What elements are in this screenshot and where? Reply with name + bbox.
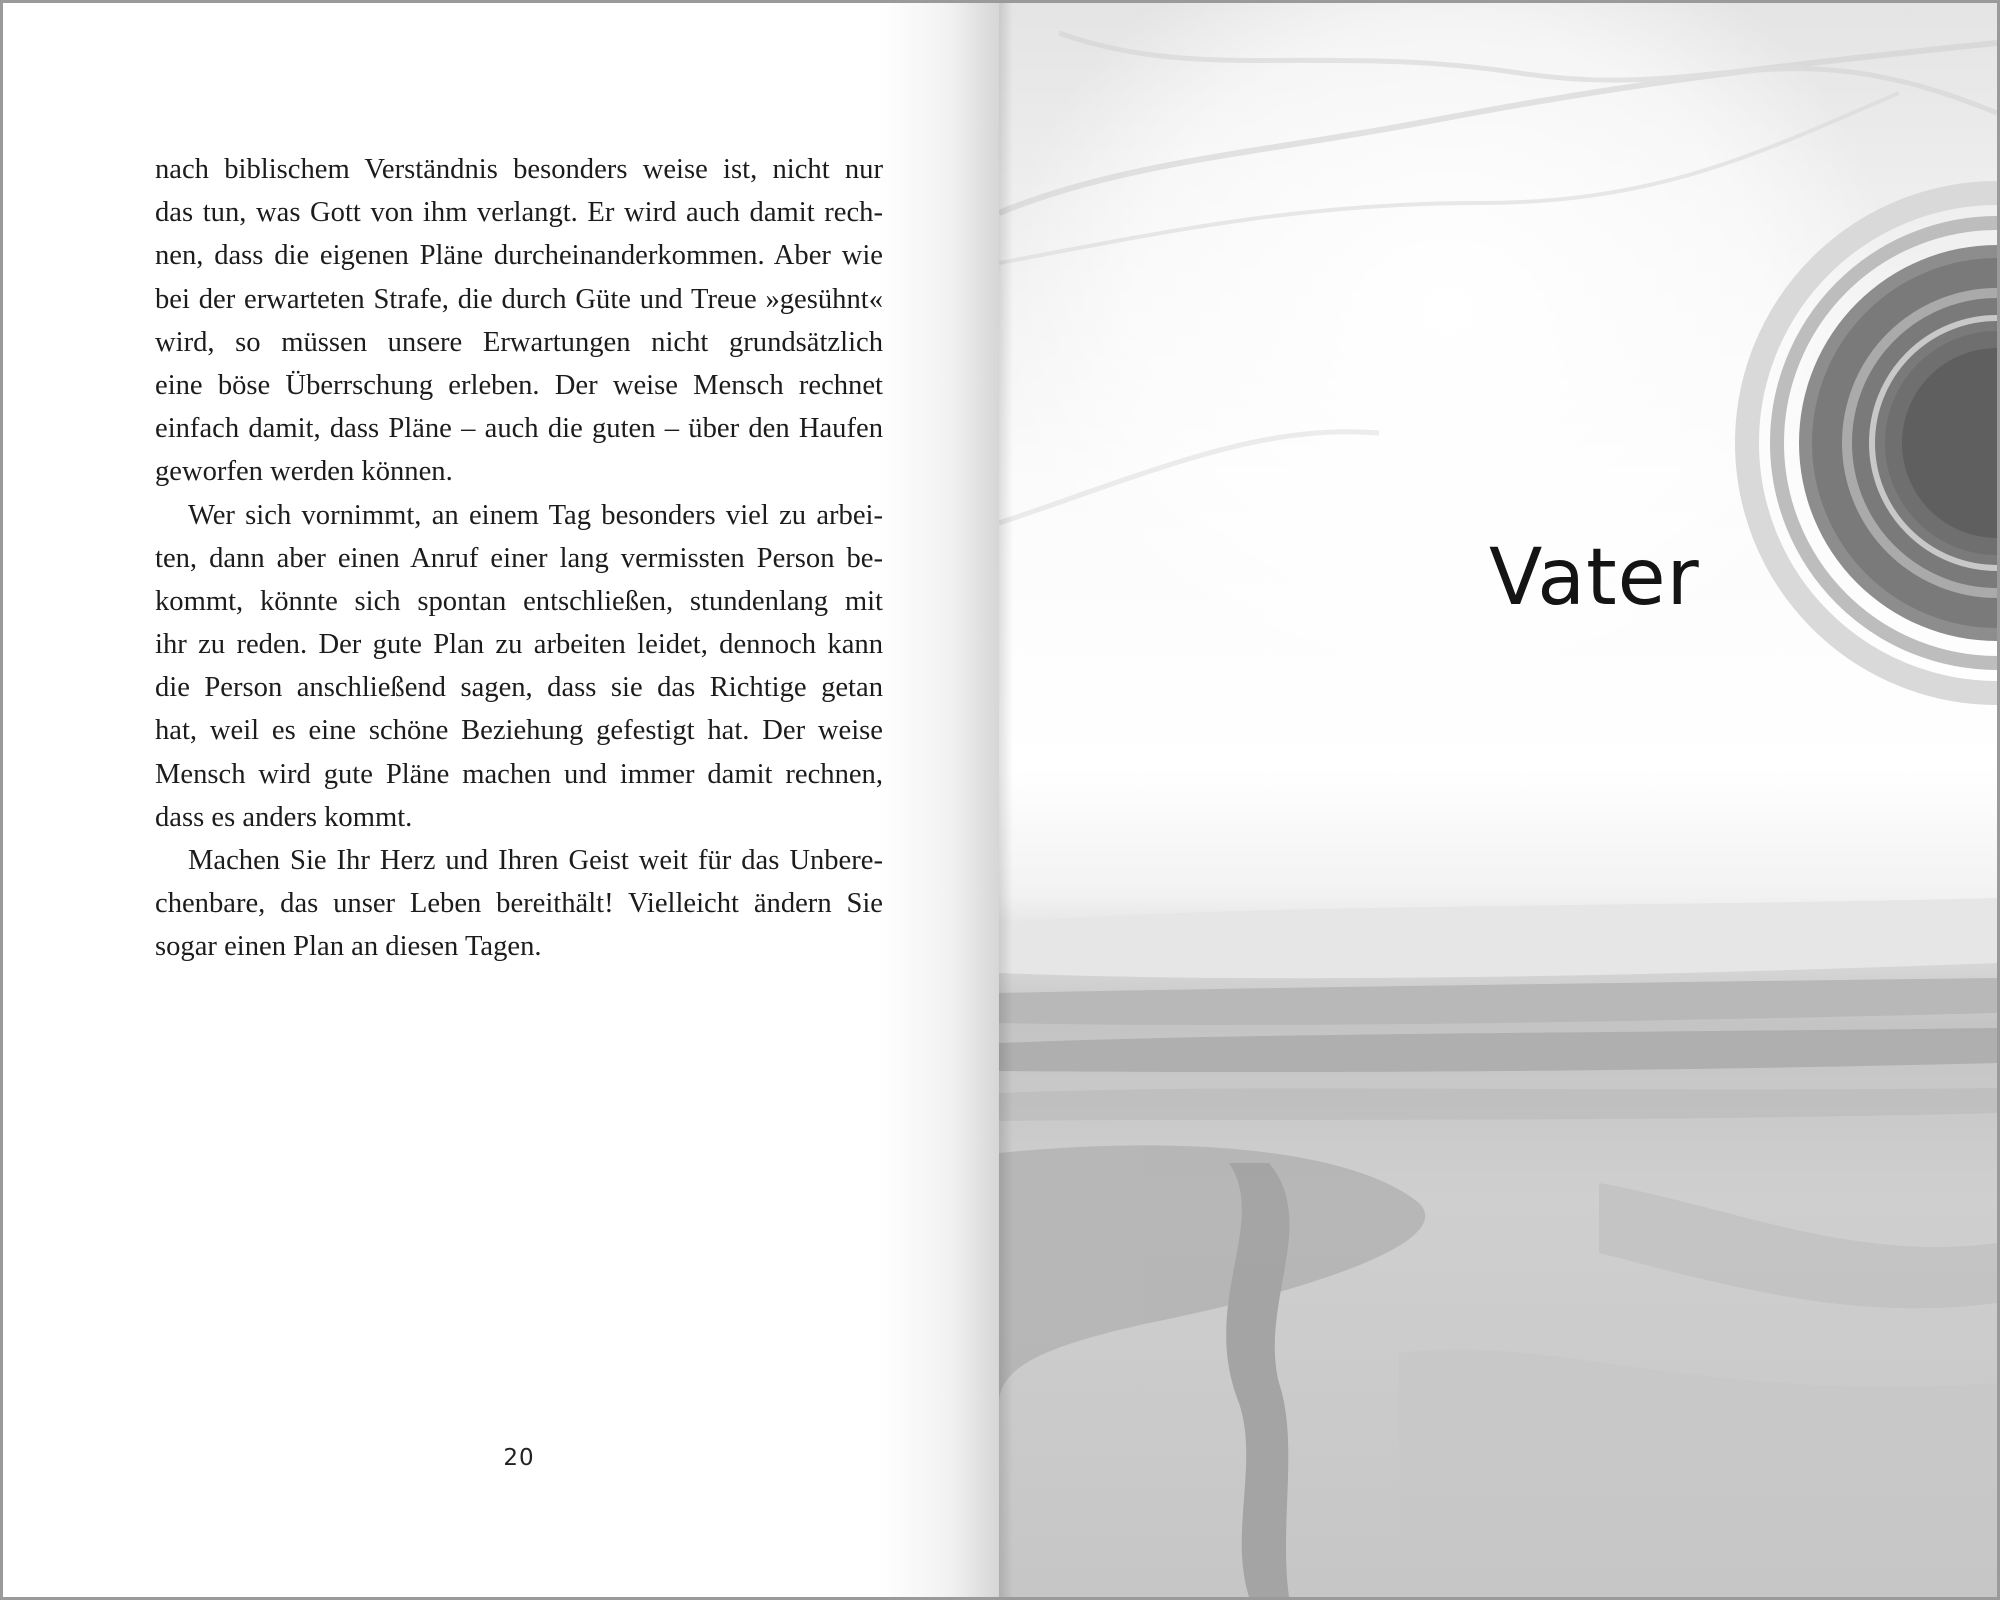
text-line: ten, dann aber einen Anruf einer lang vermissten Person be- xyxy=(155,542,883,574)
gutter-shadow xyxy=(999,3,1013,1597)
text-line: das tun, was Gott von ihm verlangt. Er wird auch damit rech- xyxy=(155,197,883,229)
text-line: Mensch wird gute Pläne machen und immer damit rechnen, xyxy=(155,758,883,790)
text-line: nach biblischem Verständnis besonders weise ist, nicht nur xyxy=(155,154,883,185)
text-line: dass es anders kommt. xyxy=(155,801,413,833)
text-line: einfach damit, dass Pläne – auch die guten – über den Haufen xyxy=(155,413,883,445)
right-page xyxy=(999,3,1997,1597)
text-line: bei der erwarteten Strafe, die durch Güte und Treue »gesühnt« xyxy=(155,283,883,315)
text-line: kommt, könnte sich spontan entschließen, stundenlang mit xyxy=(155,585,883,617)
text-line: geworfen werden können. xyxy=(155,456,453,488)
text-line: hat, weil es eine schöne Beziehung gefestigt hat. Der weise xyxy=(155,715,883,747)
text-line: eine böse Überrschung erleben. Der weise Mensch rechnet xyxy=(155,369,883,401)
text-line: Machen Sie Ihr Herz und Ihren Geist weit für das Unbere- xyxy=(188,845,883,876)
page-number: 20 xyxy=(503,1445,535,1471)
text-line: sogar einen Plan an diesen Tagen. xyxy=(155,931,542,963)
marbled-background-image xyxy=(999,3,1997,1597)
text-line: ihr zu reden. Der gute Plan zu arbeiten leidet, dennoch kann xyxy=(155,629,883,661)
text-line: die Person anschließend sagen, dass sie das Richtige getan xyxy=(155,672,883,704)
text-line: Wer sich vornimmt, an einem Tag besonders viel zu arbei- xyxy=(188,499,883,531)
text-line: nen, dass die eigenen Pläne durcheinanderkommen. Aber wie xyxy=(155,240,883,272)
text-line: wird, so müssen unsere Erwartungen nicht grundsätzlich xyxy=(155,326,883,358)
chapter-title: Vater xyxy=(1489,533,1700,623)
body-text xyxy=(155,148,883,969)
text-line: chenbare, das unser Leben bereithält! Vielleicht ändern Sie xyxy=(155,888,883,920)
left-page xyxy=(3,3,999,1597)
